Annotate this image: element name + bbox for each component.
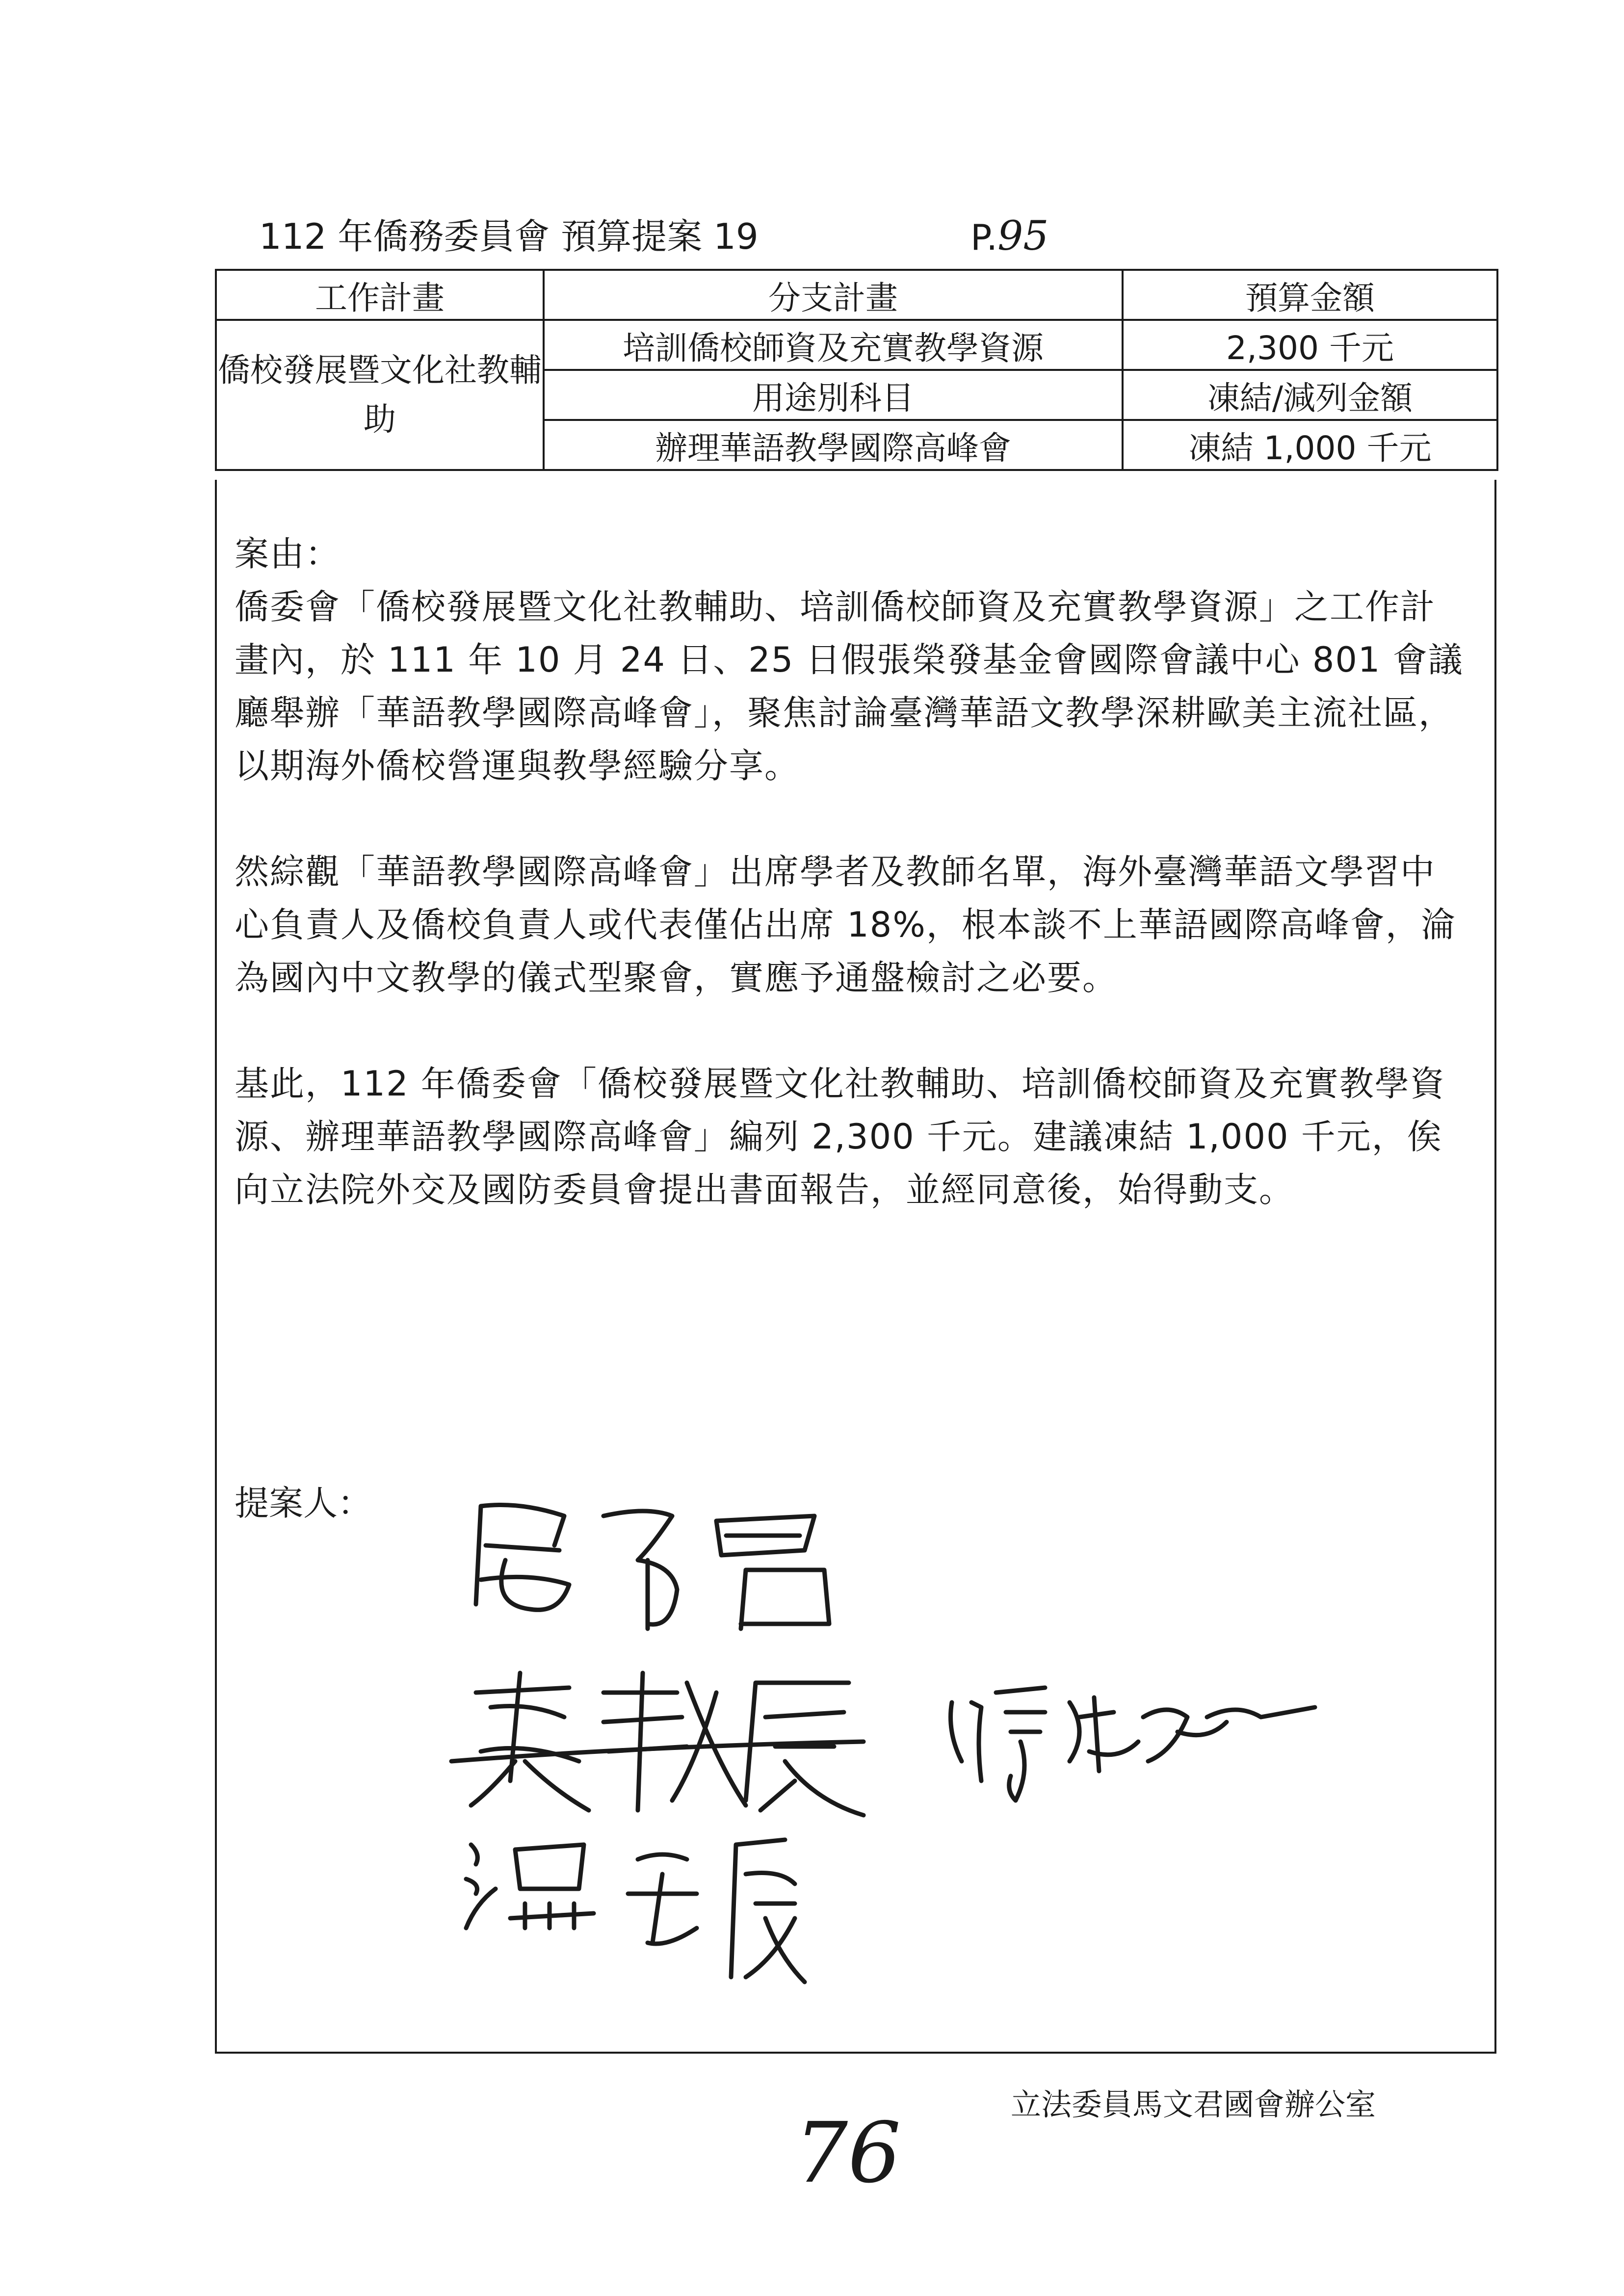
handwritten-signatures [442,1487,1325,2002]
budget-table [215,269,1498,471]
col-header-work-plan: 工作計畫 [216,270,544,320]
proposal-content [235,527,1466,1216]
col-header-budget-amount: 預算金額 [1123,270,1497,320]
freeze-amount-cell: 凍結 1,000 千元 [1123,420,1497,470]
signature-4 [951,1688,1315,1800]
signature-2 [451,1673,864,1815]
proposer-label: 提案人： [235,1483,372,1523]
page-reference [970,212,1048,262]
signature-1 [476,1505,829,1629]
office-name: 立法委員馬文君國會辦公室 [1011,2087,1376,2122]
subject-header-cell: 用途別科目 [544,370,1123,420]
document-header [259,212,1049,261]
budget-amount-cell: 2,300 千元 [1123,320,1497,370]
freeze-header-cell: 凍結/減列金額 [1123,370,1497,420]
reason-paragraph-1: 僑委會「僑校發展暨文化社教輔助、培訓僑校師資及充實教學資源」之工作計畫內，於 111 年 10 月 24 日、25 日假張榮發基金會國際會議中心 801 會議廳舉辦「華語教學國際高峰會」，聚焦討論臺灣華語文教學深耕歐美主流社區，以期海外僑校營運與教學經驗分享。 [235,587,1464,786]
reason-paragraph-2: 然綜觀「華語教學國際高峰會」出席學者及教師名單，海外臺灣華語文學習中心負責人及僑校負責人或代表僅佔出席 18%，根本談不上華語國際高峰會，淪為國內中文教學的儀式型聚會，實應予通盤檢討之必要。 [235,852,1456,998]
budget-proposal-title: 112 年僑務委員會 預算提案 19 [259,216,759,257]
col-header-branch-plan: 分支計畫 [544,270,1123,320]
handwritten-page-number-footer: 76 [795,2105,901,2202]
branch-plan-cell: 培訓僑校師資及充實教學資源 [544,320,1123,370]
reason-label: 案由： [235,534,341,574]
table-header-row [216,270,1497,320]
table-row [216,320,1497,370]
work-plan-cell: 僑校發展暨文化社教輔助 [216,320,544,470]
subject-cell: 辦理華語教學國際高峰會 [544,420,1123,470]
page-prefix: P. [970,217,998,258]
reason-paragraph-3: 基此，112 年僑委會「僑校發展暨文化社教輔助、培訓僑校師資及充實教學資源、辦理華語教學國際高峰會」編列 2,300 千元。建議凍結 1,000 千元，俟向立法院外交及國防委員會提出書面報告，並經同意後，始得動支。 [235,1064,1445,1210]
handwritten-page-number: 95 [997,213,1049,260]
signature-3 [466,1840,805,1982]
